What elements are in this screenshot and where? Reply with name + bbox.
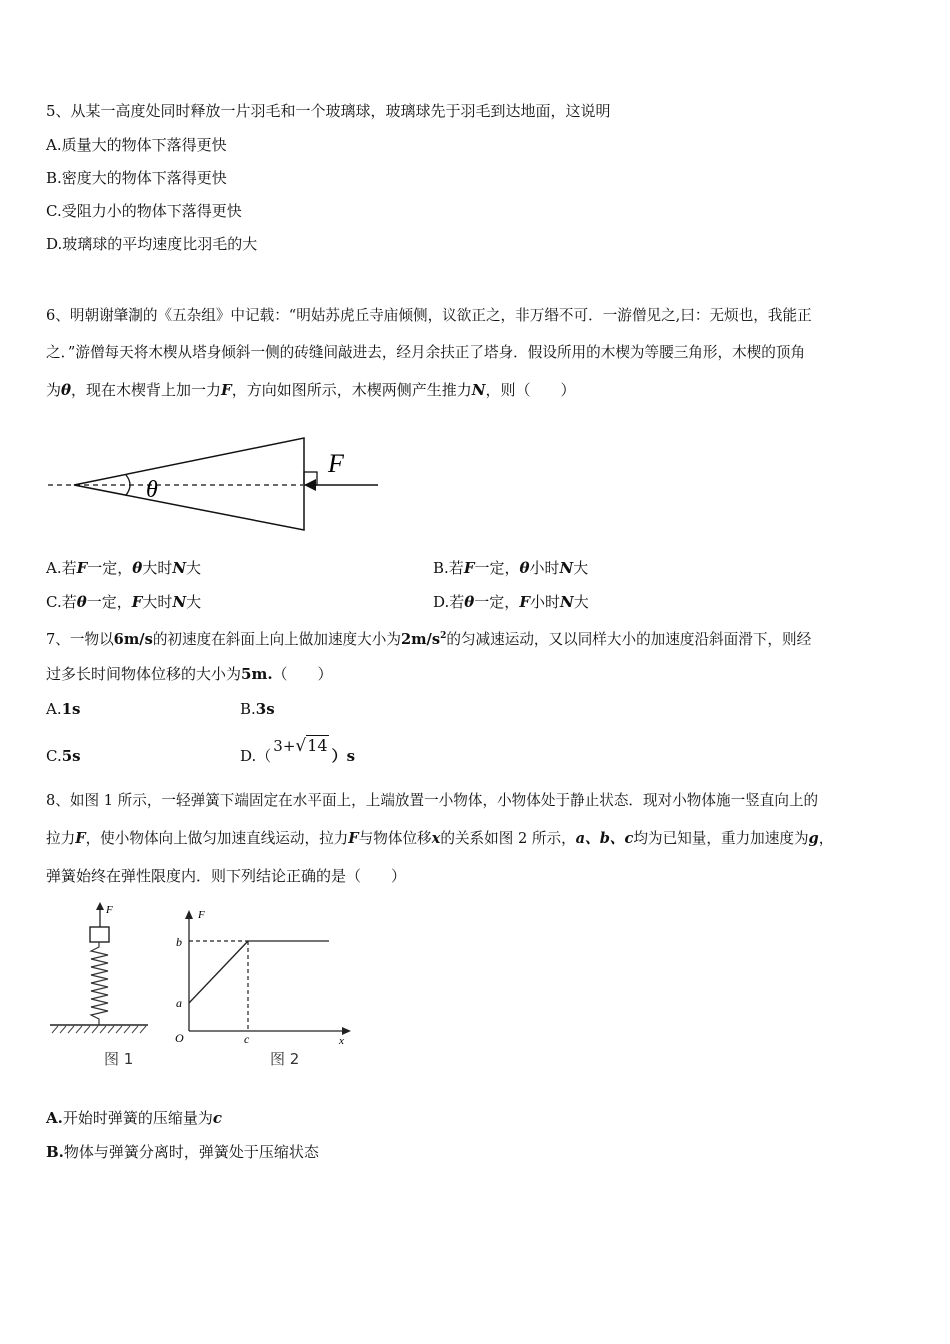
text: 为	[46, 381, 62, 399]
var-g: g	[808, 830, 819, 847]
fig2-caption: 图 2	[270, 1050, 300, 1068]
fig1-block	[90, 927, 109, 942]
q6-stem-line2: 之．”游僧每天将木楔从塔身倾斜一侧的砖缝间敲进去，经月余扶正了塔身．假设所用的木楔为等腰三角形，木楔的顶角	[46, 344, 806, 361]
var-abc: a、b、c	[575, 830, 634, 847]
var: θ	[464, 593, 475, 611]
text: 小时	[529, 593, 560, 611]
text: A.	[46, 559, 62, 577]
text: ，使小物体向上做匀加速直线运动，拉力	[85, 830, 349, 847]
var: N	[172, 559, 187, 577]
text: 3+	[273, 737, 296, 755]
text: D.	[240, 747, 257, 765]
fig2-x-label: x	[339, 1035, 344, 1047]
fig1-force-label: F	[106, 904, 113, 916]
text: 一定，	[86, 593, 132, 611]
var: θ	[132, 559, 143, 577]
text: 若	[61, 593, 77, 611]
text: 若	[61, 559, 77, 577]
accel-value: 2m/s	[400, 630, 441, 648]
q8-option-b	[46, 1142, 319, 1162]
text: ，方向如图所示，木楔两侧产生推力	[231, 381, 472, 399]
speed-value: 6m/s	[113, 630, 153, 648]
radicand: 14	[307, 736, 328, 755]
var-x: x	[431, 830, 441, 847]
text: 小时	[529, 559, 560, 577]
text: 若	[449, 593, 465, 611]
var-f: F	[75, 830, 86, 847]
q8-stem-line3: 弹簧始终在弹性限度内．则下列结论正确的是（ ）	[46, 867, 407, 885]
var: F	[463, 559, 475, 577]
text: B.	[240, 700, 256, 718]
text: 大时	[142, 559, 173, 577]
fig2-a-label: a	[176, 996, 182, 1010]
q5-stem: 5、从某一高度处同时释放一片羽毛和一个玻璃球，玻璃球先于羽毛到达地面，这说明	[46, 102, 611, 120]
fig2-y-arrowhead	[185, 910, 193, 919]
var: F	[131, 593, 143, 611]
fig2-y-label: F	[198, 909, 205, 921]
text: C.	[46, 747, 62, 765]
text: 1s	[61, 700, 81, 718]
text: ）s	[331, 747, 356, 765]
fig1-ground-hatch	[52, 1026, 146, 1033]
accel-exponent: 2	[440, 631, 447, 641]
var-c: c	[212, 1109, 223, 1127]
var-theta: θ	[61, 381, 72, 399]
var: F	[76, 559, 88, 577]
text: ，	[818, 830, 834, 847]
var-n: N	[471, 381, 486, 399]
text: 大时	[142, 593, 173, 611]
q5-option-d: D.玻璃球的平均速度比羽毛的大	[46, 235, 258, 253]
var: θ	[76, 593, 87, 611]
sqrt-sign: √	[295, 736, 307, 756]
text: A.	[46, 700, 62, 718]
fig1-caption: 图 1	[104, 1050, 134, 1068]
text: 7、一物以	[46, 630, 114, 648]
fig1-spring-coil	[91, 942, 108, 1025]
text: 一定，	[87, 559, 133, 577]
text: （	[256, 747, 272, 765]
text: 物体与弹簧分离时，弹簧处于压缩状态	[63, 1143, 319, 1161]
text: 一定，	[474, 593, 520, 611]
text: B.	[433, 559, 449, 577]
text: 大	[186, 593, 202, 611]
text: 与物体位移	[358, 830, 432, 847]
q5-option-b: B.密度大的物体下落得更快	[46, 169, 227, 187]
q5-option-a: A.质量大的物体下落得更快	[46, 136, 227, 154]
text: B.	[46, 1143, 64, 1161]
text: 一定，	[474, 559, 520, 577]
text: 拉力	[46, 830, 76, 847]
text: ，则（ ）	[485, 381, 576, 399]
fig2-b-label: b	[176, 935, 182, 949]
text: 开始时弹簧的压缩量为	[62, 1109, 213, 1127]
var: θ	[519, 559, 530, 577]
var-f: F	[221, 381, 232, 399]
q8-stem-line1: 8、如图 1 所示，一轻弹簧下端固定在水平面上，上端放置一小物体，小物体处于静止状态．现对小物体施一竖直向上的	[46, 792, 819, 809]
q5-option-c: C.受阻力小的物体下落得更快	[46, 202, 242, 220]
text: 大	[573, 593, 589, 611]
text: （ ）	[272, 665, 333, 683]
text: 大	[573, 559, 589, 577]
text: ，现在木楔背上加一力	[71, 381, 222, 399]
var: N	[172, 593, 187, 611]
var: N	[559, 593, 574, 611]
fig1-force-arrowhead	[96, 902, 104, 910]
text: C.	[46, 593, 62, 611]
var-f: F	[348, 830, 359, 847]
text: 3s	[255, 700, 275, 718]
fig2-ramp-line	[189, 941, 248, 1003]
text: 若	[448, 559, 464, 577]
text: 的初速度在斜面上向上做加速度大小为	[152, 630, 401, 648]
text: 5s	[61, 747, 81, 765]
fig2-origin-label: O	[175, 1031, 184, 1045]
displacement-value: 5m.	[241, 665, 273, 683]
fig2-c-label: c	[244, 1032, 250, 1046]
text: 过多长时间物体位移的大小为	[46, 665, 242, 683]
text: 大	[186, 559, 202, 577]
force-label: F	[328, 449, 344, 478]
figure-2-graph	[175, 909, 351, 1068]
text: 的关系如图 2 所示，	[440, 830, 576, 847]
fig2-x-arrowhead	[342, 1027, 351, 1035]
q6-stem-line1: 6、明朝谢肇淛的《五杂组》中记载：“明姑苏虎丘寺庙倾侧，议欲正之，非万缗不可．一游僧见之,曰：无烦也，我能正	[46, 307, 812, 324]
text: A.	[46, 1109, 63, 1127]
figure-1-spring	[50, 902, 148, 1068]
q8-option-a	[46, 1108, 222, 1128]
text: 的匀减速运动，又以同样大小的加速度沿斜面滑下，则经	[446, 630, 812, 648]
var: F	[519, 593, 530, 611]
angle-label: θ	[146, 477, 158, 503]
var: N	[559, 559, 574, 577]
text: 均为已知量，重力加速度为	[633, 830, 809, 847]
text: D.	[433, 593, 450, 611]
